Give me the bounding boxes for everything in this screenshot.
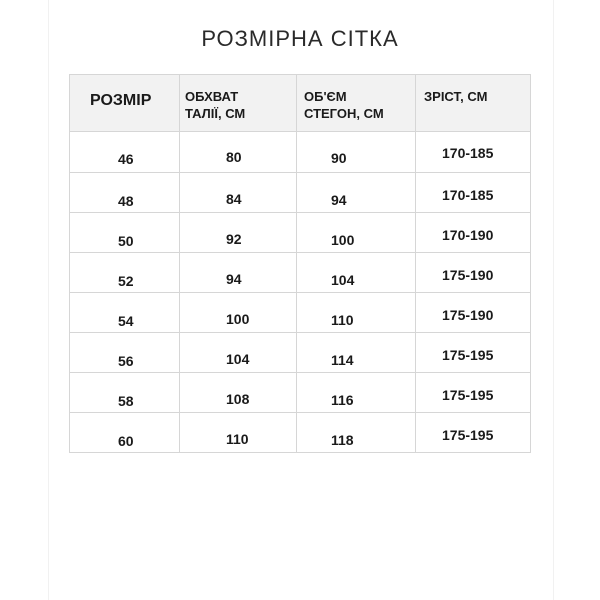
cell-size: 54 (118, 313, 134, 329)
table-row (70, 413, 530, 452)
cell-size: 46 (118, 151, 134, 167)
cell-size: 48 (118, 193, 134, 209)
cell-waist: 108 (226, 391, 250, 407)
cell-waist: 80 (226, 149, 242, 165)
table-row (70, 373, 530, 413)
cell-height: 170-185 (442, 145, 494, 161)
cell-hips: 90 (331, 150, 347, 166)
table-row (70, 333, 530, 373)
cell-hips: 118 (331, 432, 354, 448)
cell-hips: 100 (331, 232, 355, 248)
page-title: РОЗМІРНА СІТКА (201, 26, 399, 51)
header-waist-line2: ТАЛІЇ, СМ (185, 106, 246, 121)
cell-height: 175-195 (442, 427, 494, 443)
header-waist (185, 88, 245, 122)
table-row (70, 293, 530, 333)
cell-height: 175-190 (442, 307, 494, 323)
cell-waist: 84 (226, 191, 242, 207)
cell-size: 60 (118, 433, 134, 449)
cell-size: 52 (118, 273, 134, 289)
cell-waist: 94 (226, 271, 242, 287)
cell-hips: 94 (331, 192, 347, 208)
cell-hips: 114 (331, 352, 354, 368)
cell-height: 170-190 (442, 227, 494, 243)
cell-hips: 116 (331, 392, 354, 408)
cell-size: 50 (118, 233, 134, 249)
cell-height: 170-185 (442, 187, 494, 203)
header-hips-line1: ОБ'ЄМ (304, 89, 347, 104)
cell-waist: 104 (226, 351, 250, 367)
table-row (70, 173, 530, 213)
cell-waist: 100 (226, 311, 250, 327)
cell-waist: 92 (226, 231, 242, 247)
cell-waist: 110 (226, 431, 249, 447)
table-row (70, 213, 530, 253)
cell-height: 175-190 (442, 267, 494, 283)
cell-size: 56 (118, 353, 134, 369)
cell-hips: 104 (331, 272, 355, 288)
cell-height: 175-195 (442, 387, 494, 403)
header-hips-line2: СТЕГОН, СМ (304, 106, 384, 121)
table-row (70, 132, 530, 173)
cell-hips: 110 (331, 312, 354, 328)
table-row (70, 253, 530, 293)
cell-height: 175-195 (442, 347, 494, 363)
table-header (69, 74, 531, 132)
header-waist-line1: ОБХВАТ (185, 89, 239, 104)
header-height: ЗРІСТ, СМ (424, 89, 488, 104)
table-body (69, 132, 531, 453)
header-hips (304, 88, 384, 122)
cell-size: 58 (118, 393, 134, 409)
size-table (69, 74, 531, 453)
header-size: РОЗМІР (90, 92, 152, 109)
